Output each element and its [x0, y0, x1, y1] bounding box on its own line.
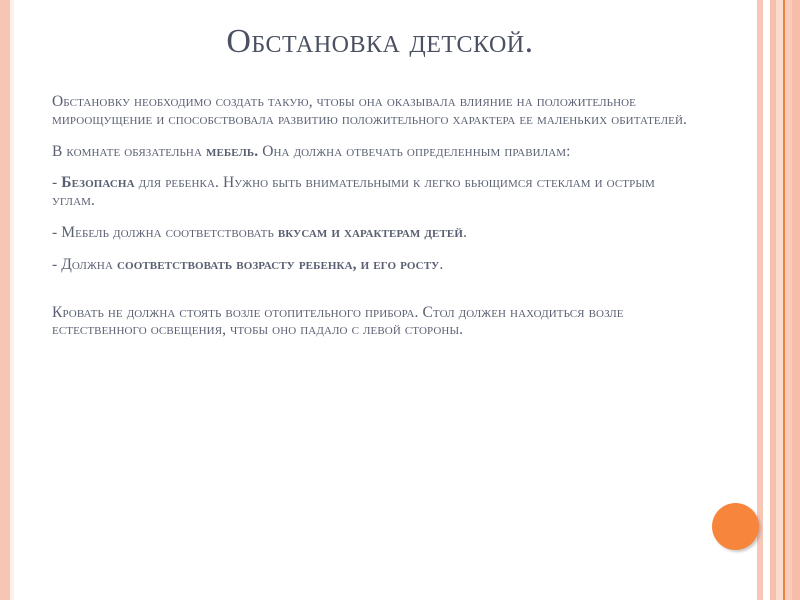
- text-run: Она должна отвечать определенным правилам:: [258, 142, 571, 160]
- text-run: для ребенка. Нужно быть внимательными к легко бьющимся стеклам и острым углам.: [52, 174, 655, 210]
- right-band-stripe-2: [776, 0, 783, 600]
- paragraph-p1: [52, 93, 692, 129]
- paragraph-p3: [52, 174, 692, 210]
- slide-title: Обстановка детской.: [226, 23, 534, 60]
- text-run: - Мебель должна соответствовать: [52, 223, 278, 241]
- left-salmon-bar: [0, 0, 10, 600]
- text-run: .: [463, 223, 467, 241]
- slide-body: [52, 93, 692, 339]
- text-run: Обстановку необходимо создать такую, чтобы она оказывала влияние на положительное мироощущение и способствовала развитию положительного характера ее маленьких обитателей.: [52, 93, 687, 128]
- right-thin-salmon-bar: [757, 0, 763, 600]
- paragraph-p4: [52, 224, 692, 242]
- left-inner-stripe: [10, 0, 14, 600]
- text-run: Кровать не должна стоять возле отопительного прибора. Стол должен находиться возле естественного освещения, чтобы оно падало с левой стороны.: [52, 303, 624, 339]
- text-run: Безопасна: [61, 174, 135, 192]
- paragraph-p2: [52, 143, 692, 161]
- paragraph-p6: [52, 304, 692, 340]
- right-band-stripe-4: [792, 0, 800, 600]
- text-run: мебель.: [206, 142, 259, 160]
- paragraph-p5: [52, 256, 692, 274]
- text-run: -: [52, 174, 62, 192]
- text-run: .: [439, 255, 444, 273]
- text-run: соответствовать возрасту ребенка, и его росту: [117, 255, 440, 273]
- text-run: вкусам и характерам детей: [277, 223, 463, 241]
- text-run: В комнате обязательна: [52, 142, 206, 160]
- text-run: - Должна: [52, 255, 117, 273]
- orange-circle-icon: [712, 503, 759, 550]
- right-band-stripe-3: [785, 0, 792, 600]
